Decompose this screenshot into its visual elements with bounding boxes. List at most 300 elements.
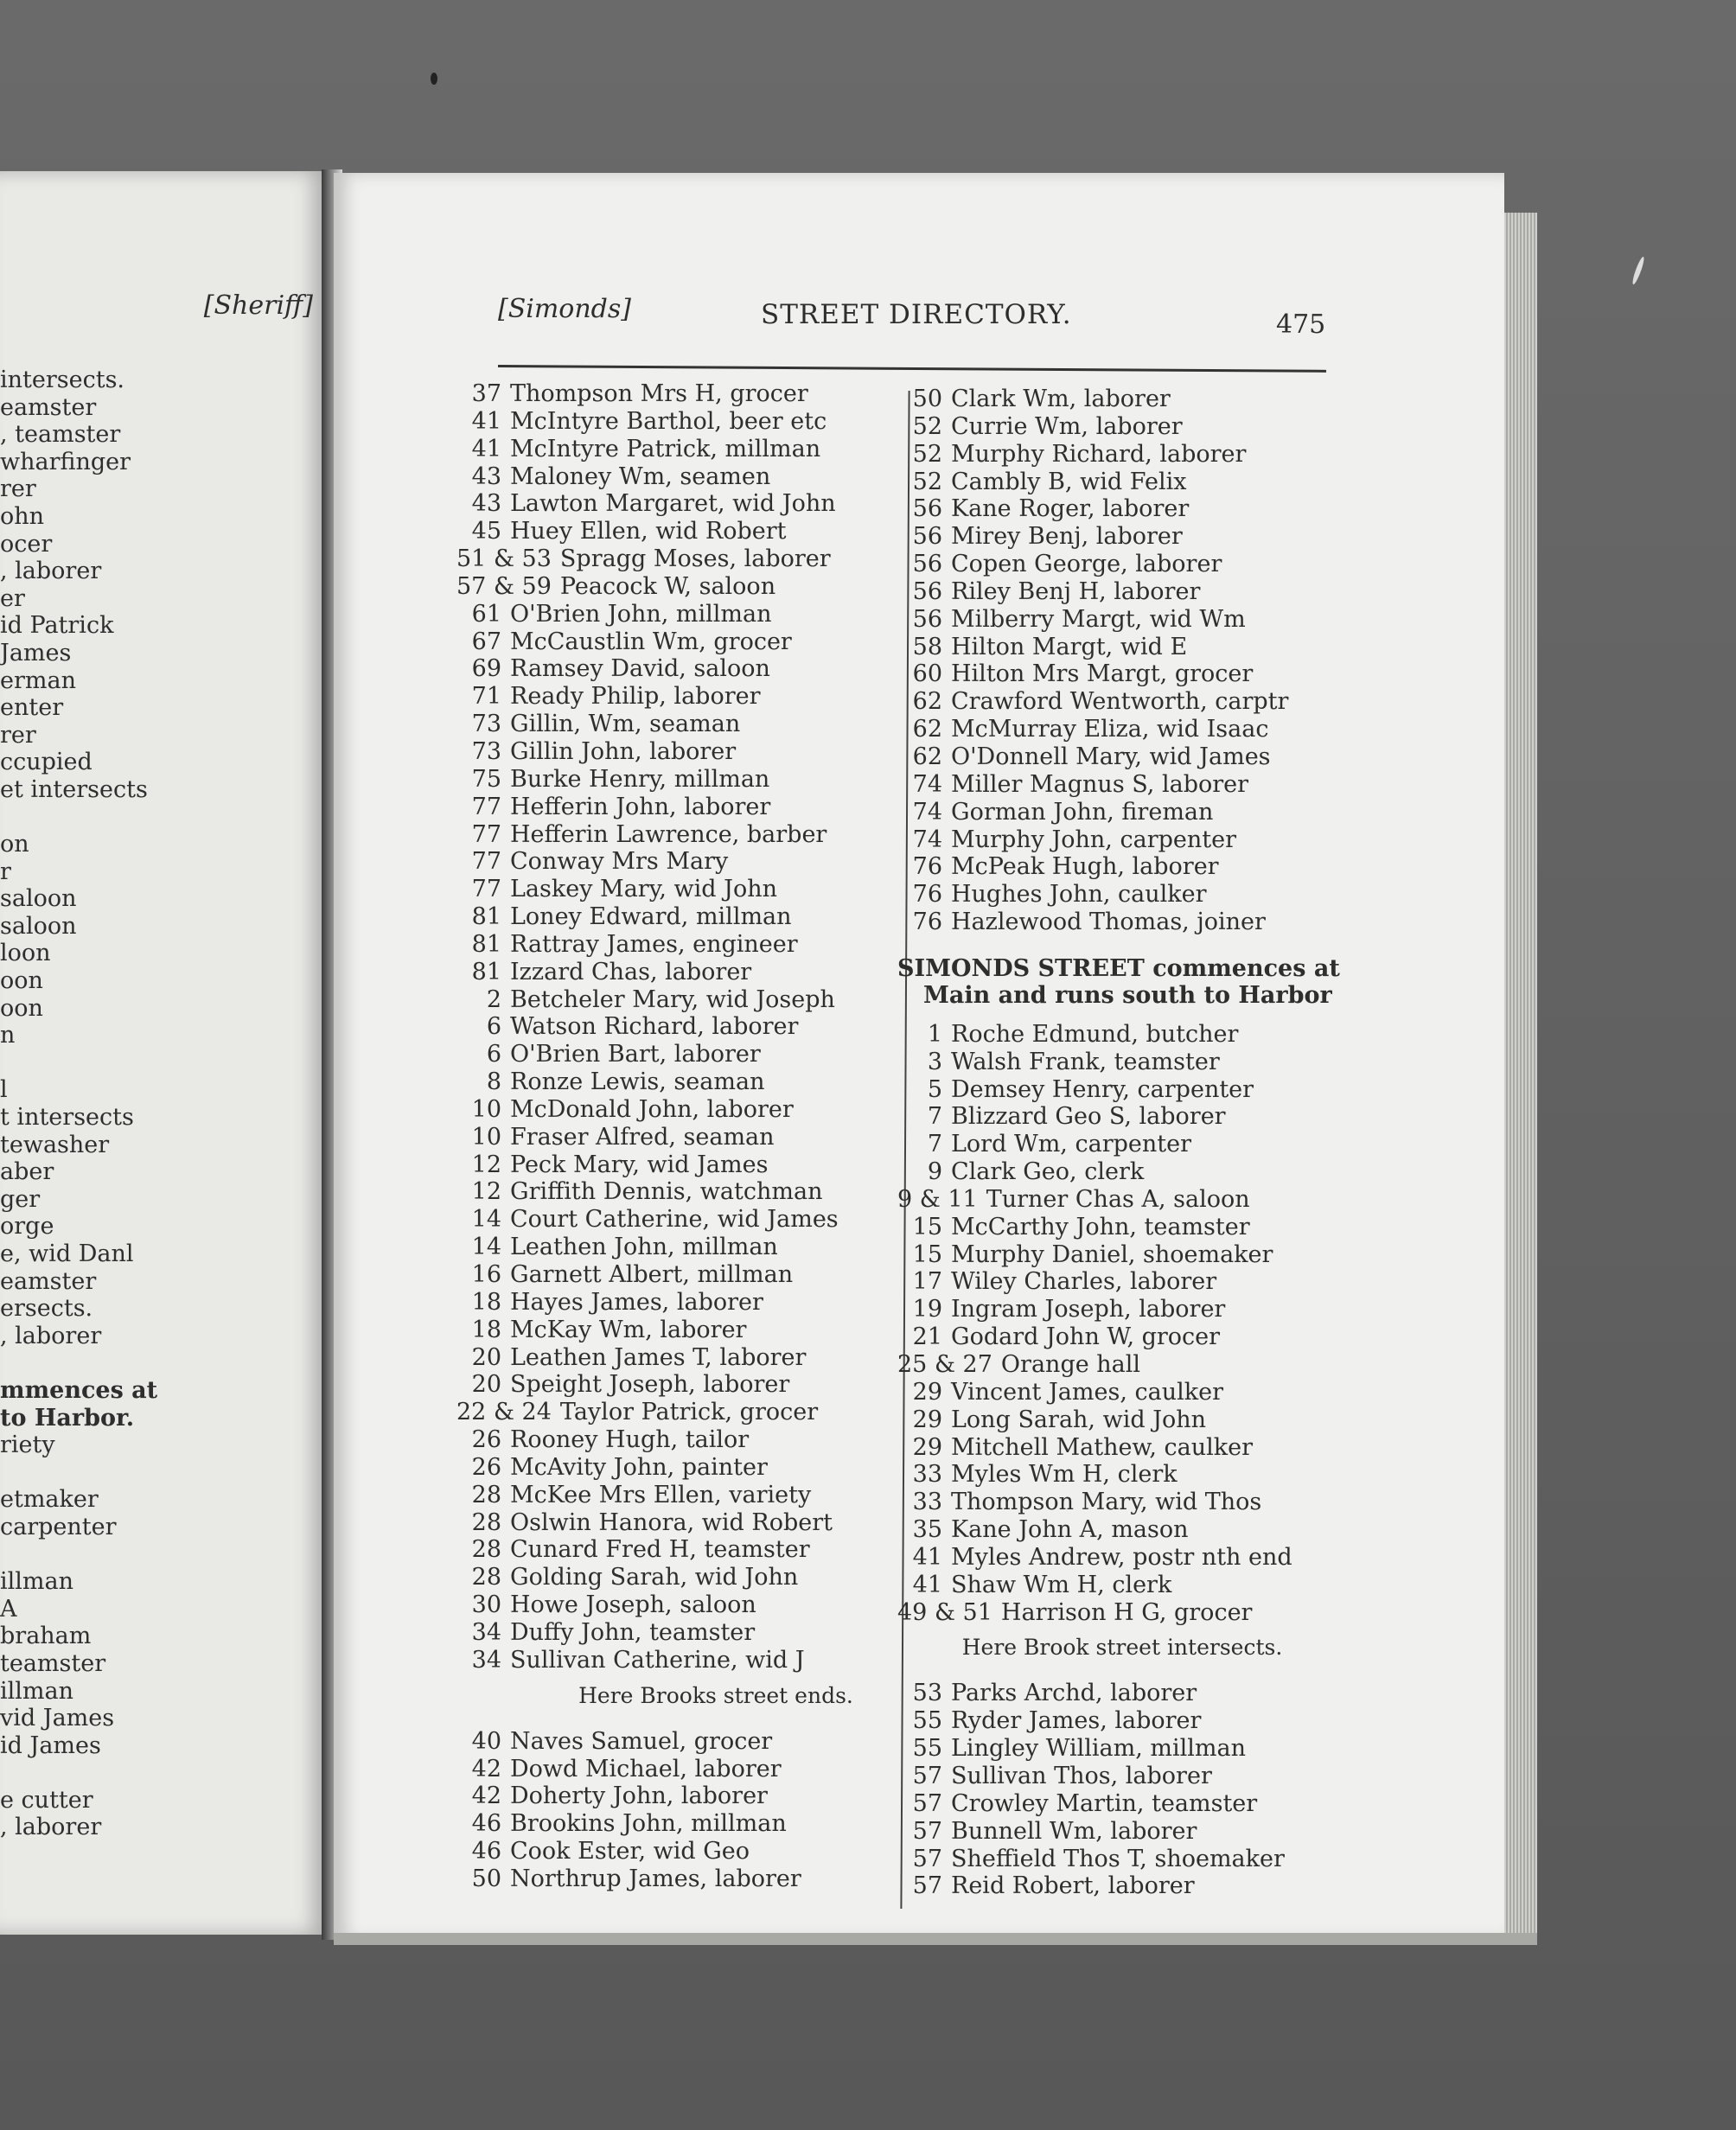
left-line-fragment: id Patrick [0,612,114,640]
directory-entry [897,1599,1347,1627]
left-page [0,171,329,1935]
house-number: 56 [912,523,942,551]
resident-name: Lord Wm, carpenter [951,1131,1191,1158]
house-number: 28 [471,1481,501,1508]
resident-name: McDonald John, laborer [510,1095,794,1123]
left-page-fragments [0,367,329,1841]
directory-entry [897,1544,1347,1572]
directory-entry [897,853,1347,881]
resident-name: Lingley William, millman [951,1735,1246,1763]
house-number: 9 & 11 [897,1185,978,1213]
left-line-fragment: l [0,1076,8,1104]
house-number: 45 [471,518,501,545]
resident-name: Parks Archd, laborer [951,1680,1197,1707]
left-line-fragment: wharfinger [0,448,131,475]
resident-name: Mirey Benj, laborer [951,523,1183,551]
left-line-fragment: aber [0,1158,54,1186]
directory-entry [897,1489,1347,1516]
house-number: 29 [912,1378,942,1406]
resident-name: Hilton Margt, wid E [951,633,1188,660]
directory-entry [897,688,1347,716]
house-number: 50 [912,386,942,412]
house-number: 75 [471,765,501,793]
house-number: 20 [471,1343,501,1371]
directory-entry [897,1707,1347,1735]
left-line-fragment: er [0,584,25,612]
resident-name: Gillin, Wm, seaman [510,711,741,738]
left-line-fragment: on [0,831,29,858]
directory-entry [897,413,1347,441]
house-number: 37 [471,380,501,407]
house-number: 33 [912,1461,942,1489]
resident-name: Conway Mrs Mary [510,848,729,876]
left-line-fragment: braham [0,1623,92,1650]
house-number: 14 [471,1206,501,1234]
resident-name: Murphy John, carpenter [951,826,1236,853]
resident-name: Murphy Daniel, shoemaker [951,1240,1273,1268]
house-number: 52 [912,412,942,440]
page-bottom-edge [334,1933,1537,1945]
resident-name: Golding Sarah, wid John [510,1564,799,1591]
left-line-fragment: id James [0,1731,101,1759]
left-line-fragment: etmaker [0,1486,99,1514]
resident-name: Crawford Wentworth, carptr [951,688,1289,716]
resident-name: Shaw Wm H, clerk [951,1571,1172,1598]
house-number: 41 [912,1571,942,1598]
house-number: 43 [471,462,501,490]
resident-name: Griffith Dennis, watchman [510,1178,823,1206]
resident-name: Myles Andrew, postr nth end [951,1543,1292,1571]
directory-entry [897,1818,1347,1846]
left-line-fragment: teamster [0,1649,106,1677]
directory-entry [897,1572,1347,1599]
resident-name: Laskey Mary, wid John [510,876,778,903]
resident-name: Blizzard Geo S, laborer [951,1103,1226,1131]
left-line-fragment: James [0,639,72,666]
page-number: 475 [1276,309,1326,340]
resident-name: Cunard Fred H, teamster [510,1536,810,1564]
resident-name: Dowd Michael, laborer [510,1755,782,1782]
left-line-fragment: ersects. [0,1295,93,1323]
directory-entry [897,1846,1347,1873]
resident-name: Reid Robert, laborer [951,1872,1195,1900]
directory-entry [897,386,1347,413]
page-title: STREET DIRECTORY. [761,299,1072,330]
directory-entry [897,634,1347,661]
directory-entry [897,1296,1347,1323]
house-number: 8 [486,1068,501,1096]
resident-name: Ryder James, laborer [951,1707,1202,1735]
directory-entry [897,1049,1347,1076]
resident-name: Brookins John, millman [510,1810,787,1838]
directory-entry [897,743,1347,771]
resident-name: Copen George, laborer [951,551,1222,578]
resident-name: Leathen John, millman [510,1234,778,1261]
house-number: 77 [471,876,501,903]
left-line-fragment: orge [0,1213,54,1240]
resident-name: Speight Joseph, laborer [510,1371,790,1399]
entry-list [897,386,1347,936]
resident-name: Crowley Martin, teamster [951,1789,1258,1817]
house-number: 41 [471,435,501,462]
resident-name: O'Donnell Mary, wid James [951,743,1271,770]
left-line-fragment: e, wid Danl [0,1240,134,1267]
directory-entry [897,523,1347,551]
house-number: 62 [912,688,942,716]
resident-name: McIntyre Barthol, beer etc [510,407,827,435]
resident-name: Miller Magnus S, laborer [951,770,1249,798]
house-number: 76 [912,853,942,881]
left-line-fragment: eamster [0,1267,97,1295]
house-number: 67 [471,628,501,655]
resident-name: Currie Wm, laborer [951,412,1183,440]
resident-name: Peck Mary, wid James [510,1151,769,1178]
resident-name: Fraser Alfred, seaman [510,1123,775,1151]
house-number: 20 [471,1371,501,1399]
directory-entry [897,826,1347,854]
left-line-fragment: ocer [0,530,53,558]
left-line-fragment: r [0,858,11,885]
house-number: 57 [912,1845,942,1872]
house-number: 6 [486,1041,501,1068]
directory-entry [897,1461,1347,1489]
house-number: 58 [912,633,942,660]
resident-name: Rattray James, engineer [510,930,798,958]
resident-name: Kane Roger, laborer [951,495,1190,523]
directory-entry [897,771,1347,799]
resident-name: O'Brien Bart, laborer [510,1041,761,1068]
house-number: 55 [912,1735,942,1763]
resident-name: Gorman John, fireman [951,798,1214,826]
directory-entry [897,909,1347,936]
resident-name: Long Sarah, wid John [951,1406,1207,1433]
directory-entry [897,1406,1347,1434]
house-number: 21 [912,1323,942,1351]
resident-name: Godard John W, grocer [951,1323,1221,1351]
house-number: 40 [471,1727,501,1755]
house-number: 74 [912,826,942,853]
section-heading: SIMONDS STREET commences at [897,954,1340,982]
house-number: 43 [471,490,501,518]
resident-name: Sullivan Catherine, wid J [510,1646,805,1674]
left-line-fragment: , teamster [0,421,121,449]
left-line-fragment: , laborer [0,558,102,585]
house-number: 10 [471,1095,501,1123]
resident-name: Ronze Lewis, seaman [510,1068,765,1096]
house-number: 28 [471,1536,501,1564]
resident-name: Watson Richard, laborer [510,1013,799,1041]
directory-entry [897,551,1347,578]
house-number: 15 [912,1240,942,1268]
left-line-fragment [0,1759,329,1787]
resident-name: Loney Edward, millman [510,903,792,931]
left-line-fragment: et intersects [0,775,148,803]
directory-entry [897,1186,1347,1214]
left-line-fragment: oon [0,994,43,1022]
directory-column-2 [897,386,1347,1900]
house-number: 29 [912,1433,942,1461]
left-line-fragment: erman [0,666,76,694]
house-number: 25 & 27 [897,1351,992,1378]
resident-name: Howe Joseph, saloon [510,1591,756,1619]
resident-name: Hilton Mrs Margt, grocer [951,660,1254,688]
house-number: 35 [912,1516,942,1544]
resident-name: Hazlewood Thomas, joiner [951,909,1266,936]
house-number: 56 [912,577,942,605]
resident-name: Duffy John, teamster [510,1618,756,1646]
directory-entry [897,1131,1347,1158]
house-number: 77 [471,793,501,820]
house-number: 74 [912,798,942,826]
house-number: 22 & 24 [456,1399,552,1426]
house-number: 56 [912,551,942,578]
house-number: 57 [912,1762,942,1789]
directory-entry [897,495,1347,523]
house-number: 50 [471,1865,501,1892]
house-number: 60 [912,660,942,688]
resident-name: Huey Ellen, wid Robert [510,518,787,545]
left-line-fragment: A [0,1595,17,1623]
house-number: 14 [471,1234,501,1261]
resident-name: Clark Wm, laborer [951,386,1171,412]
directory-entry [897,469,1347,496]
resident-name: Izzard Chas, laborer [510,958,752,985]
directory-entry [897,1021,1347,1049]
house-number: 18 [471,1288,501,1316]
left-line-fragment: saloon [0,912,77,940]
section-heading-cont: Main and runs south to Harbor [923,981,1332,1009]
street-note: Here Brooks street ends. [578,1682,853,1708]
house-number: 33 [912,1489,942,1516]
directory-entry [897,1268,1347,1296]
left-line-fragment: , laborer [0,1814,102,1841]
directory-entry [897,660,1347,688]
resident-name: Hayes James, laborer [510,1288,763,1316]
left-line-fragment: ccupied [0,749,93,776]
left-line-fragment: rer [0,475,36,503]
left-running-head: [Sheriff] [203,290,313,321]
resident-name: Peacock W, saloon [559,572,776,600]
resident-name: McPeak Hugh, laborer [951,853,1219,881]
left-line-fragment [0,804,329,832]
left-line-fragment: n [0,1022,16,1049]
left-line-fragment: enter [0,694,64,722]
house-number: 81 [471,903,501,931]
house-number: 71 [471,683,501,711]
entry-list [897,1021,1347,1627]
house-number: 5 [927,1075,942,1103]
house-number: 3 [927,1048,942,1075]
house-number: 28 [471,1508,501,1536]
directory-entry [897,799,1347,826]
directory-entry [897,1379,1347,1406]
resident-name: Walsh Frank, teamster [951,1048,1220,1075]
directory-entry [897,1076,1347,1104]
resident-name: McKee Mrs Ellen, variety [510,1481,812,1508]
house-number: 57 [912,1817,942,1845]
resident-name: Cook Ester, wid Geo [510,1838,750,1865]
house-number: 73 [471,711,501,738]
house-number: 77 [471,820,501,848]
resident-name: Roche Edmund, butcher [951,1020,1239,1048]
page-edges [1504,213,1537,1940]
resident-name: Thompson Mary, wid Thos [951,1489,1262,1516]
directory-entry [897,606,1347,634]
house-number: 73 [471,737,501,765]
resident-name: Murphy Richard, laborer [951,440,1247,468]
house-number: 6 [486,1013,501,1041]
house-number: 61 [471,600,501,628]
house-number: 56 [912,605,942,633]
house-number: 53 [912,1680,942,1707]
street-note: Here Brook street intersects. [961,1635,1283,1661]
left-line-fragment: e cutter [0,1786,93,1814]
resident-name: Thompson Mrs H, grocer [510,380,808,407]
house-number: 49 & 51 [897,1598,992,1626]
left-line-fragment: t intersects [0,1104,134,1132]
resident-name: Milberry Margt, wid Wm [951,605,1246,633]
left-line-fragment [0,1541,329,1569]
resident-name: Clark Geo, clerk [951,1158,1145,1186]
house-number: 42 [471,1755,501,1782]
resident-name: McCarthy John, teamster [951,1213,1250,1240]
house-number: 17 [912,1268,942,1296]
resident-name: Garnett Albert, millman [510,1261,794,1288]
resident-name: Riley Benj H, laborer [951,577,1201,605]
left-line-fragment: illman [0,1677,73,1705]
resident-name: McAvity John, painter [510,1453,768,1481]
house-number: 9 [927,1158,942,1186]
directory-entry [897,1214,1347,1241]
resident-name: McCaustlin Wm, grocer [510,628,792,655]
house-number: 34 [471,1618,501,1646]
house-number: 51 & 53 [456,545,552,573]
house-number: 12 [471,1178,501,1206]
house-number: 77 [471,848,501,876]
house-number: 2 [486,985,501,1013]
left-line-fragment [0,1459,329,1487]
left-line-fragment: intersects. [0,367,125,393]
house-number: 16 [471,1261,501,1288]
house-number: 41 [471,407,501,435]
resident-name: Gillin John, laborer [510,737,737,765]
house-number: 46 [471,1838,501,1865]
resident-name: Rooney Hugh, tailor [510,1426,750,1454]
house-number: 7 [927,1131,942,1158]
directory-entry [897,441,1347,469]
resident-name: Sullivan Thos, laborer [951,1762,1212,1789]
left-line-fragment: oon [0,967,43,995]
left-line-fragment: rer [0,721,36,749]
resident-name: Betcheler Mary, wid Joseph [510,985,835,1013]
resident-name: McMurray Eliza, wid Isaac [951,716,1269,743]
resident-name: McKay Wm, laborer [510,1316,747,1343]
house-number: 62 [912,743,942,770]
resident-name: McIntyre Patrick, millman [510,435,821,462]
house-number: 41 [912,1543,942,1571]
left-line-fragment: carpenter [0,1513,117,1540]
left-line-fragment: mmences at [0,1376,158,1404]
resident-name: Spragg Moses, laborer [559,545,831,573]
left-line-fragment: riety [0,1432,55,1459]
house-number: 55 [912,1707,942,1735]
house-number: 42 [471,1782,501,1810]
directory-entry [897,1434,1347,1462]
resident-name: Cambly B, wid Felix [951,468,1187,495]
directory-entry [897,1351,1347,1379]
resident-name: Demsey Henry, carpenter [951,1075,1254,1103]
directory-entry [897,1323,1347,1351]
house-number: 62 [912,716,942,743]
left-line-fragment [0,1349,329,1377]
resident-name: Northrup James, laborer [510,1865,801,1892]
resident-name: Lawton Margaret, wid John [510,490,836,518]
left-line-fragment: tewasher [0,1131,110,1158]
resident-name: Hughes John, caulker [951,881,1207,909]
scan-speck [431,73,437,85]
directory-entry [897,716,1347,743]
house-number: 15 [912,1213,942,1240]
resident-name: Burke Henry, millman [510,765,770,793]
running-head: [Simonds] [498,294,631,324]
resident-name: Orange hall [1000,1351,1141,1378]
left-line-fragment: vid James [0,1705,115,1732]
house-number: 12 [471,1151,501,1178]
resident-name: Ramsey David, saloon [510,655,770,683]
directory-entry [897,881,1347,909]
resident-name: O'Brien John, millman [510,600,772,628]
resident-name: Kane John A, mason [951,1516,1189,1544]
house-number: 46 [471,1810,501,1838]
directory-entry [897,578,1347,606]
resident-name: Naves Samuel, grocer [510,1727,773,1755]
resident-name: Leathen James T, laborer [510,1343,807,1371]
house-number: 26 [471,1453,501,1481]
left-line-fragment: eamster [0,393,97,421]
entry-list [897,1680,1347,1900]
resident-name: Doherty John, laborer [510,1782,768,1810]
resident-name: Ready Philip, laborer [510,683,761,711]
house-number: 57 & 59 [456,572,552,600]
resident-name: Ingram Joseph, laborer [951,1296,1226,1323]
house-number: 57 [912,1872,942,1900]
left-line-fragment: ohn [0,502,45,530]
directory-entry [897,1735,1347,1763]
house-number: 10 [471,1123,501,1151]
resident-name: Maloney Wm, seamen [510,462,771,490]
house-number: 7 [927,1103,942,1131]
house-number: 81 [471,958,501,985]
house-number: 34 [471,1646,501,1674]
resident-name: Harrison H G, grocer [1000,1598,1253,1626]
house-number: 30 [471,1591,501,1619]
directory-entry [897,1680,1347,1707]
house-number: 81 [471,930,501,958]
directory-entry [897,1790,1347,1818]
left-line-fragment: saloon [0,885,77,913]
house-number: 1 [927,1020,942,1048]
resident-name: Bunnell Wm, laborer [951,1817,1197,1845]
house-number: 26 [471,1426,501,1454]
left-line-fragment [0,1049,329,1077]
house-number: 76 [912,909,942,936]
house-number: 74 [912,770,942,798]
resident-name: Wiley Charles, laborer [951,1268,1217,1296]
resident-name: Hefferin John, laborer [510,793,771,820]
resident-name: Mitchell Mathew, caulker [951,1433,1253,1461]
house-number: 56 [912,495,942,523]
directory-entry [897,1103,1347,1131]
